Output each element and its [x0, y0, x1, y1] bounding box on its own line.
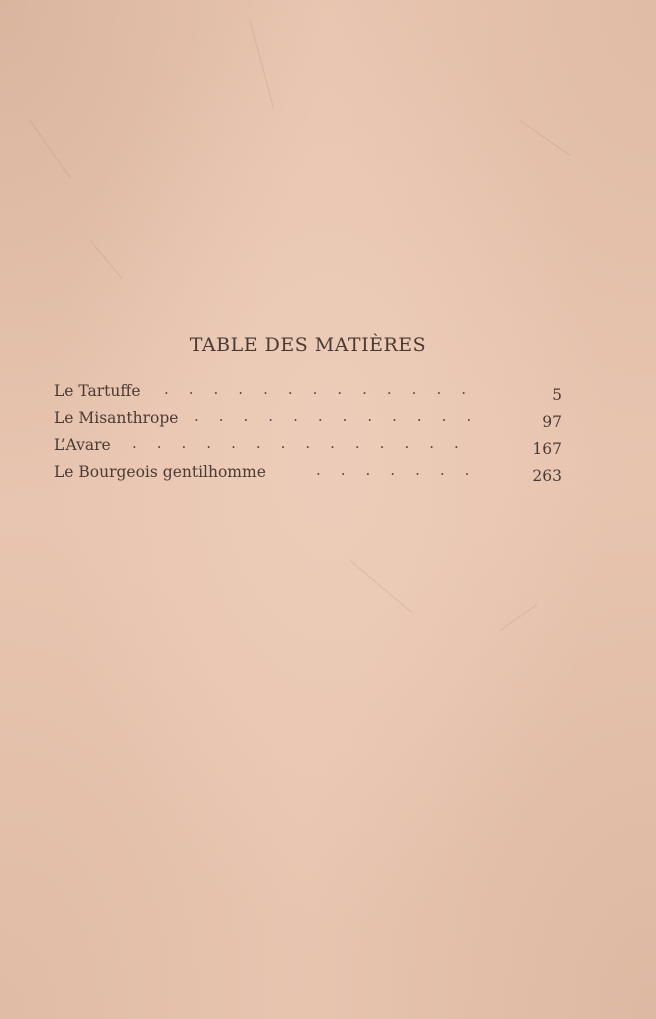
paper-fiber — [250, 20, 274, 107]
dot-leader: ............. — [164, 380, 486, 398]
toc-entry — [54, 432, 562, 459]
paper-fiber — [520, 120, 570, 155]
toc-entry-page: 97 — [542, 413, 562, 431]
toc-entry-page: 167 — [532, 440, 562, 458]
toc-entry-title: L’Avare — [54, 436, 111, 454]
toc-entry-title: Le Misanthrope — [54, 409, 179, 427]
paper-fiber — [500, 604, 537, 631]
table-of-contents — [54, 378, 562, 486]
paper-fiber — [90, 240, 123, 279]
toc-entry — [54, 378, 562, 405]
toc-entry-page: 263 — [532, 467, 562, 485]
toc-entry-page: 5 — [552, 386, 562, 404]
dot-leader: .............. — [132, 434, 479, 452]
paper-fiber — [350, 560, 412, 612]
toc-entry-title: Le Bourgeois gentilhomme — [54, 463, 266, 481]
toc-entry-title: Le Tartuffe — [54, 382, 141, 400]
paper-fiber — [30, 120, 71, 178]
toc-entry — [54, 405, 562, 432]
toc-entry — [54, 459, 562, 486]
dot-leader: ............ — [194, 407, 492, 425]
dot-leader: ....... — [316, 461, 490, 479]
page-title: TABLE DES MATIÈRES — [189, 334, 427, 356]
